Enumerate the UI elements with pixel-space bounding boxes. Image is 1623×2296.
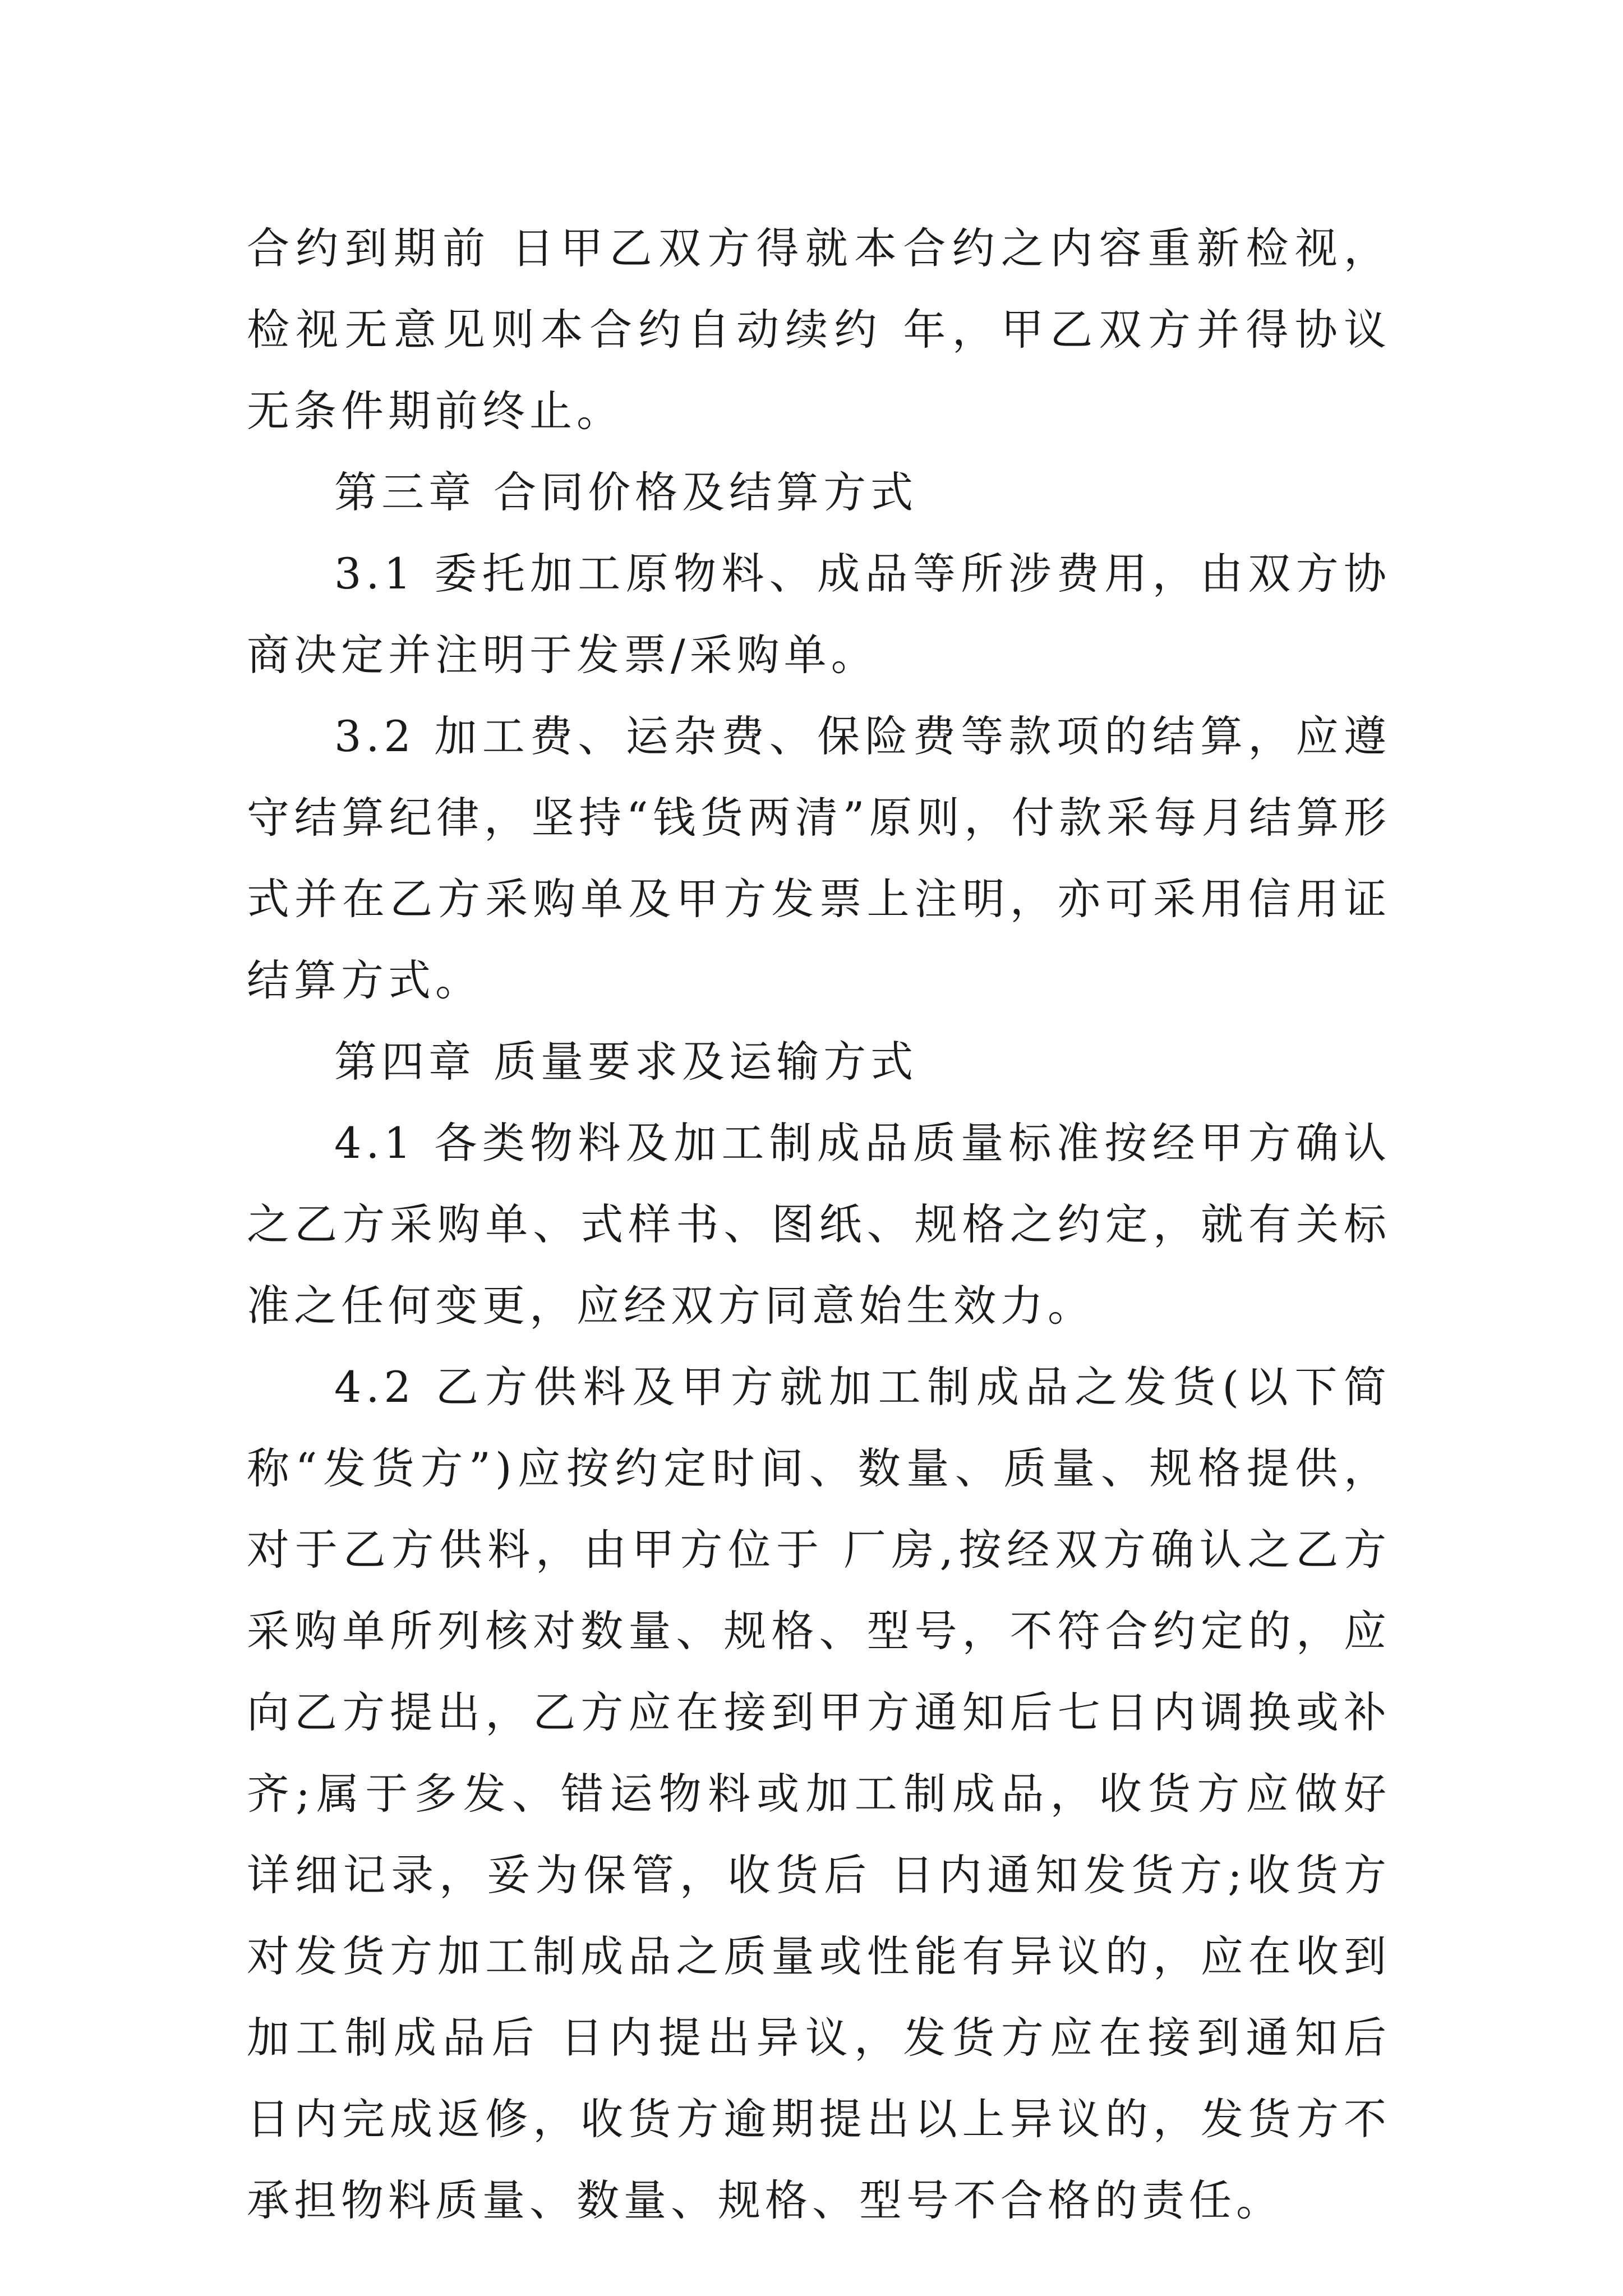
clause-4-2: 4.2 乙方供料及甲方就加工制成品之发货(以下简称“发货方”)应按约定时间、数量、质量、规格提供，对于乙方供料，由甲方位于 厂房,按经双方确认之乙方采购单所列核对数量、规格、型号，不符合约定的，应向乙方提出，乙方应在接到甲方通知后七日内调换或补齐;属于多发、错运物料或加工制成品，收货方应做好详细记录，妥为保管，收货后 日内通知发货方;收货方对发货方加工制成品之质量或性能有异议的，应在收到加工制成品后 日内提出异议，发货方应在接到通知后 日内完成返修，收货方逾期提出以上异议的，发货方不承担物料质量、数量、规格、型号不合格的责任。 (247, 1362, 1391, 2225)
chapter-4-heading: 第四章 质量要求及运输方式 (334, 1037, 918, 1087)
clause-4-1: 4.1 各类物料及加工制成品质量标准按经甲方确认之乙方采购单、式样书、图纸、规格之约定，就有关标准之任何变更，应经双方同意始生效力。 (247, 1118, 1391, 1331)
paragraph-renewal-clause: 合约到期前 日甲乙双方得就本合约之内容重新检视，检视无意见则本合约自动续约 年，甲乙双方并得协议无条件期前终止。 (247, 223, 1391, 436)
chapter-3-heading: 第三章 合同价格及结算方式 (334, 467, 918, 517)
document-body (247, 208, 1391, 2241)
clause-3-2: 3.2 加工费、运杂费、保险费等款项的结算，应遵守结算纪律，坚持“钱货两清”原则，付款采每月结算形式并在乙方采购单及甲方发票上注明，亦可采用信用证结算方式。 (247, 711, 1391, 1005)
clause-3-1: 3.1 委托加工原物料、成品等所涉费用，由双方协商决定并注明于发票/采购单。 (247, 549, 1391, 680)
